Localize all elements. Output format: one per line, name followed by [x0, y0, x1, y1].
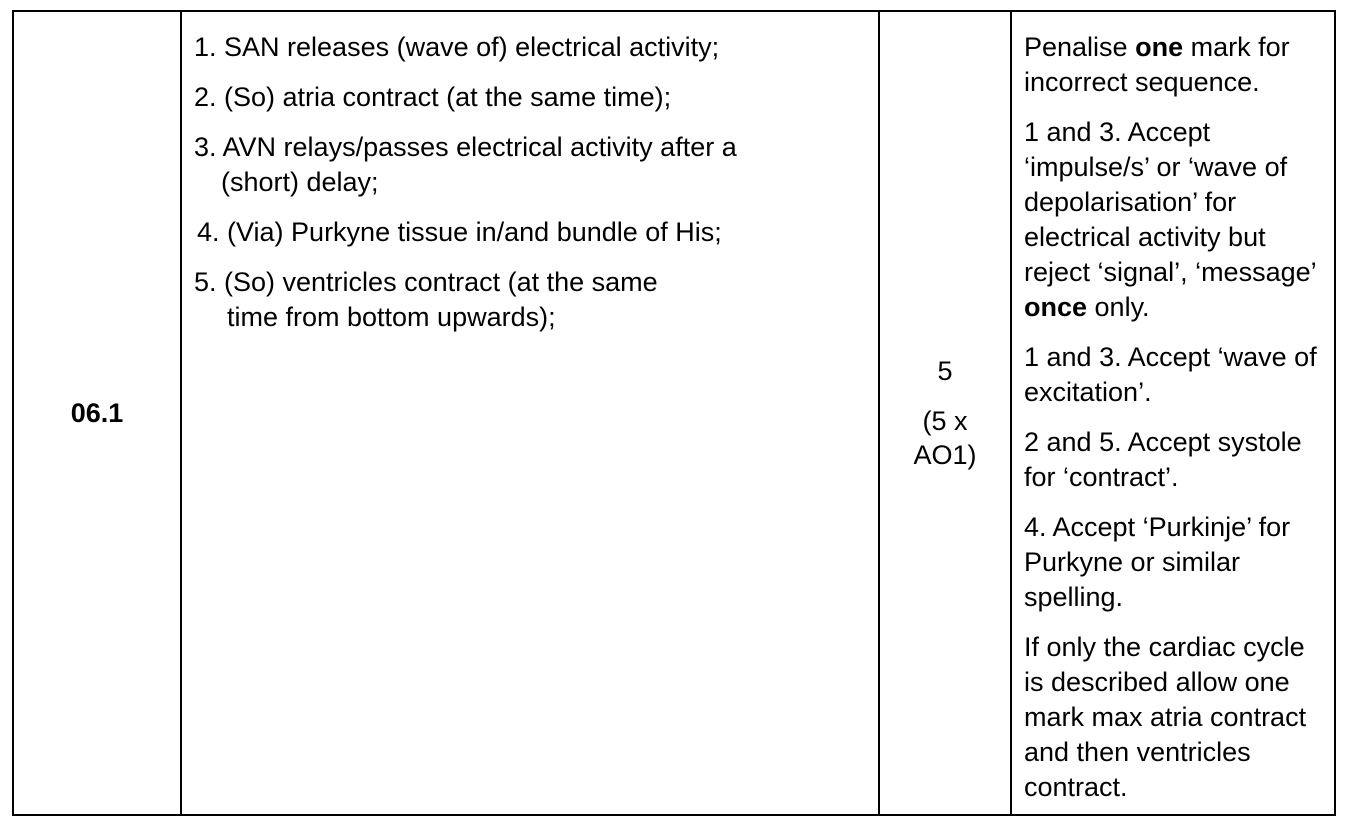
guidance-text: Penalise — [1024, 32, 1136, 62]
guidance-text: mark for incorrect sequence. — [1024, 32, 1290, 97]
guidance-text: 1 and 3. Accept ‘impulse/s’ or ‘wave of depolarisation’ for electrical activity but reject ‘signal’, ‘message’ — [1024, 117, 1316, 287]
guidance-paragraph-6: If only the cardiac cycle is described allow one mark max atria contract and then ventricles contract. — [1024, 632, 1307, 802]
answer-point-text: 3. AVN relays/passes electrical activity after a — [194, 132, 737, 162]
mark-scheme-table — [12, 10, 1336, 816]
answer-point-text: 1. SAN releases (wave of) electrical activity; — [194, 32, 720, 62]
question-number: 06.1 — [70, 397, 124, 428]
guidance-paragraph-3: 1 and 3. Accept ‘wave of excitation’. — [1024, 342, 1317, 407]
guidance-emphasis: one — [1135, 32, 1184, 62]
answer-point-text: 4. (Via) Purkyne tissue in/and bundle of His; — [197, 217, 722, 247]
question-number-cell — [13, 11, 181, 815]
guidance-paragraph-2 — [1024, 115, 1328, 325]
guidance-paragraph-4: 2 and 5. Accept systole for ‘contract’. — [1024, 427, 1302, 492]
answer-point-text: 2. (So) atria contract (at the same time); — [194, 82, 672, 112]
table-row — [13, 11, 1335, 815]
guidance-emphasis: once — [1024, 292, 1088, 322]
marks-breakdown-line-1: (5 x — [922, 406, 968, 436]
guidance-paragraph-1 — [1024, 30, 1328, 100]
answers-cell — [181, 11, 879, 815]
marks-total: 5 — [937, 356, 953, 386]
answer-point-4 — [194, 215, 878, 250]
marks-breakdown-line-2: AO1) — [913, 440, 977, 470]
guidance-paragraph-5: 4. Accept ‘Purkinje’ for Purkyne or similar spelling. — [1024, 512, 1291, 612]
answer-point-text: 5. (So) ventricles contract (at the same — [194, 267, 658, 297]
answer-point-3 — [194, 130, 878, 200]
answer-point-5 — [194, 265, 878, 335]
marks-cell — [879, 11, 1011, 815]
answer-point-2 — [194, 80, 878, 115]
guidance-cell — [1011, 11, 1335, 815]
answer-point-continuation: (short) delay; — [221, 167, 379, 197]
answer-point-continuation: time from bottom upwards); — [227, 302, 556, 332]
guidance-text: only. — [1087, 292, 1150, 322]
answer-point-1 — [194, 30, 878, 65]
